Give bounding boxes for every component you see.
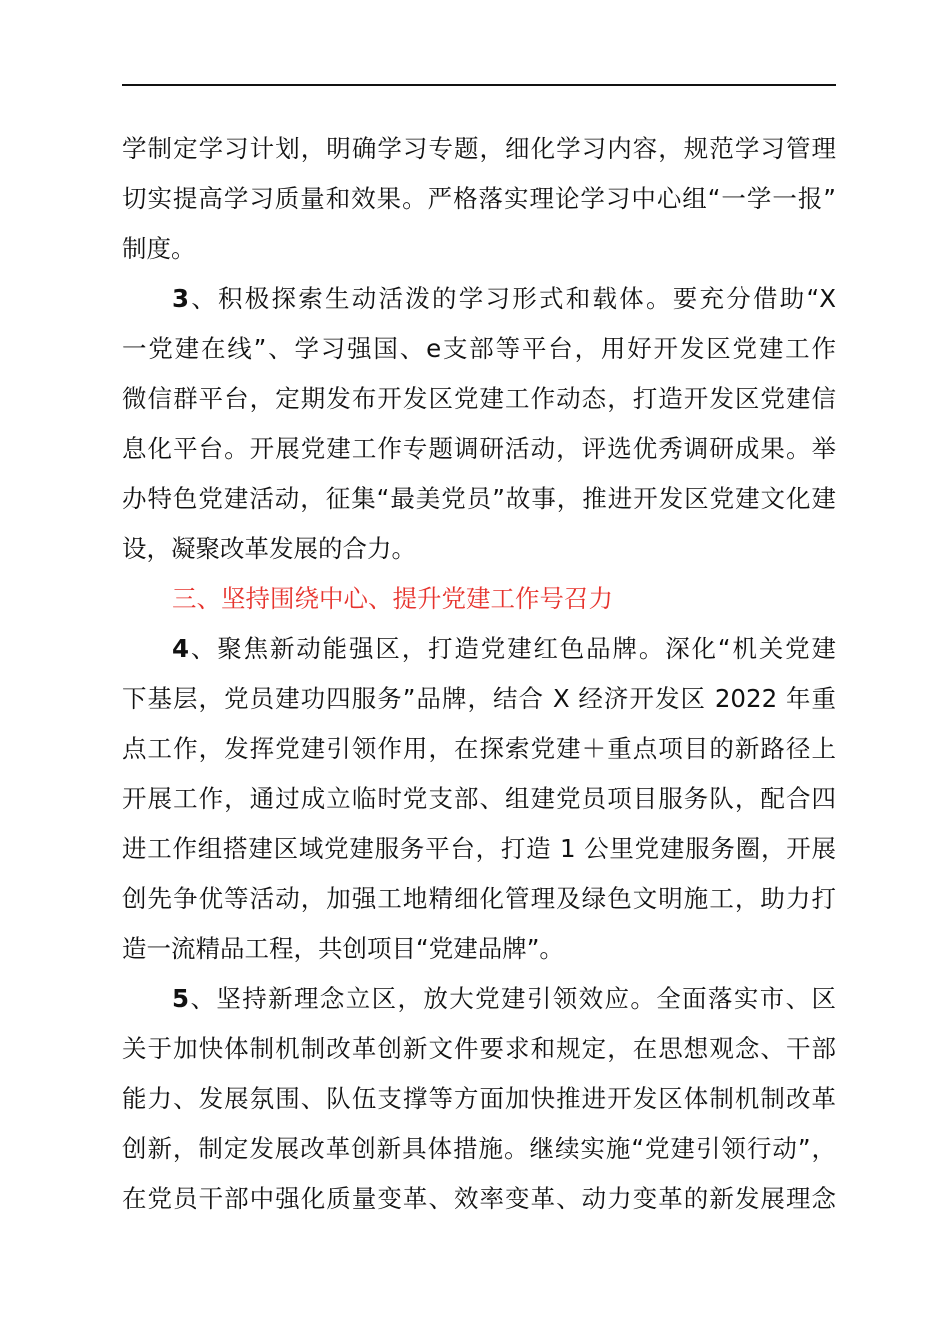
paragraph-line: 学制定学习计划，明确学习专题，细化学习内容，规范学习管理 [122, 134, 836, 163]
section-heading: 三、坚持围绕中心、提升党建工作号召力 [172, 584, 613, 613]
header-rule [122, 84, 836, 86]
item-3-first-line [172, 274, 836, 324]
item-4-first-line [172, 624, 836, 674]
item-text: 、坚持新理念立区，放大党建引领效应。全面落实市、区 [189, 984, 836, 1013]
paragraph-line: 一党建在线”、学习强国、e支部等平台，用好开发区党建工作 [122, 334, 836, 363]
paragraph-line: 开展工作，通过成立临时党支部、组建党员项目服务队，配合四 [122, 784, 836, 813]
paragraph-line: 切实提高学习质量和效果。严格落实理论学习中心组“一学一报” [122, 184, 836, 213]
item-text: 、聚焦新动能强区，打造党建红色品牌。深化“机关党建 [189, 634, 836, 663]
item-number: 4 [172, 634, 190, 663]
paragraph-line: 创先争优等活动，加强工地精细化管理及绿色文明施工，助力打 [122, 884, 836, 913]
paragraph-line: 息化平台。开展党建工作专题调研活动，评选优秀调研成果。举 [122, 434, 836, 463]
paragraph-line: 在党员干部中强化质量变革、效率变革、动力变革的新发展理念 [122, 1184, 836, 1213]
paragraph-line: 进工作组搭建区域党建服务平台，打造 1 公里党建服务圈，开展 [122, 834, 836, 863]
paragraph-line: 点工作，发挥党建引领作用，在探索党建＋重点项目的新路径上 [122, 734, 836, 763]
item-5-first-line [172, 974, 836, 1024]
paragraph-line: 能力、发展氛围、队伍支撑等方面加快推进开发区体制机制改革 [122, 1084, 836, 1113]
paragraph-line: 制度。 [122, 234, 196, 263]
paragraph-line: 造一流精品工程，共创项目“党建品牌”。 [122, 934, 564, 963]
paragraph-line: 关于加快体制机制改革创新文件要求和规定，在思想观念、干部 [122, 1034, 836, 1063]
paragraph-line: 微信群平台，定期发布开发区党建工作动态，打造开发区党建信 [122, 384, 836, 413]
item-number: 3 [172, 284, 190, 313]
paragraph-line: 下基层，党员建功四服务”品牌，结合 X 经济开发区 2022 年重 [122, 684, 836, 713]
paragraph-line: 创新，制定发展改革创新具体措施。继续实施“党建引领行动”， [122, 1134, 836, 1163]
item-text: 、积极探索生动活泼的学习形式和载体。要充分借助“X [189, 284, 836, 313]
paragraph-line: 办特色党建活动，征集“最美党员”故事，推进开发区党建文化建 [122, 484, 836, 513]
item-number: 5 [172, 984, 190, 1013]
paragraph-line: 设，凝聚改革发展的合力。 [122, 534, 416, 563]
